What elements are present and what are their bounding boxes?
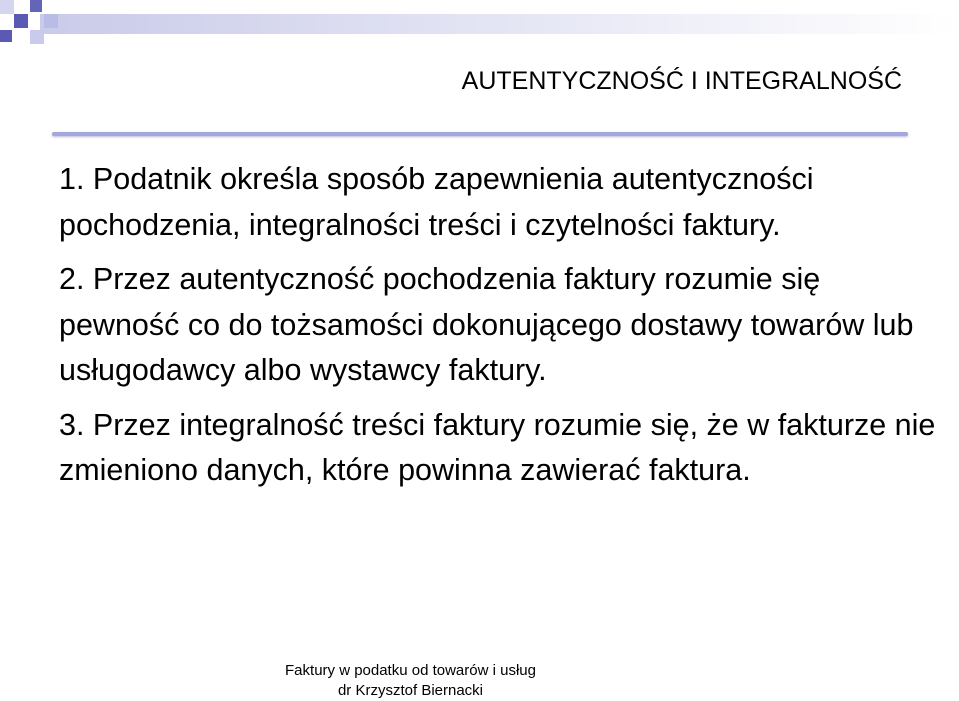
decor-square <box>30 30 44 44</box>
footer-author: dr Krzysztof Biernacki <box>337 682 484 699</box>
decor-square <box>0 0 14 14</box>
title-divider <box>52 132 908 136</box>
paragraph-3: 3. Przez integralność treści faktury rozumie się, że w fakturze nie zmieniono danych, które powinna zawierać faktura. <box>59 407 936 487</box>
paragraph-1: 1. Podatnik określa sposób zapewnienia autentyczności pochodzenia, integralności treści i czytelności faktury. <box>59 162 814 242</box>
top-gradient-band <box>40 14 959 34</box>
decor-square <box>0 30 12 42</box>
decor-square <box>44 14 58 28</box>
decor-square <box>30 0 42 12</box>
decor-square <box>14 14 28 28</box>
paragraph-2: 2. Przez autentyczność pochodzenia faktury rozumie się pewność co do tożsamości dokonującego dostawy towarów lub usługodawcy albo wystawcy faktury. <box>59 262 914 387</box>
slide-title: AUTENTYCZNOŚĆ I INTEGRALNOŚĆ <box>461 67 902 95</box>
slide-body <box>59 157 939 503</box>
corner-decoration <box>0 0 959 60</box>
slide-footer <box>0 661 959 701</box>
footer-course-title: Faktury w podatku od towarów i usług <box>285 662 536 679</box>
